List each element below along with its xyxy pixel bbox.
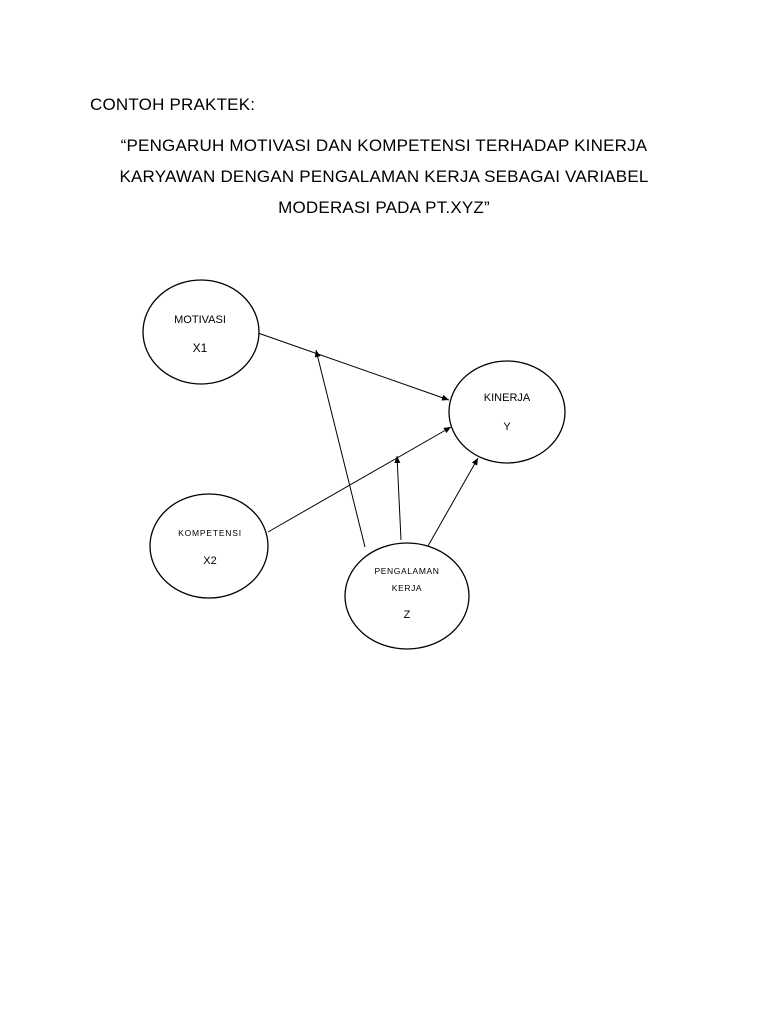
node-motivasi — [143, 280, 259, 384]
title-line-3: MODERASI PADA PT.XYZ” — [278, 198, 490, 217]
title-line-2: KARYAWAN DENGAN PENGALAMAN KERJA SEBAGAI VARIABEL — [119, 167, 649, 186]
node-kinerja-code: Y — [503, 421, 511, 433]
node-pengalaman-code: Z — [403, 609, 411, 621]
heading: CONTOH PRAKTEK: — [90, 95, 256, 114]
node-pengalaman-kerja — [345, 543, 469, 649]
node-motivasi-label: MOTIVASI — [174, 314, 226, 326]
node-motivasi-code: X1 — [192, 341, 208, 355]
node-kompetensi-code: X2 — [203, 555, 217, 567]
node-kompetensi-label: KOMPETENSI — [178, 528, 242, 538]
edge-kompetensi-to-kinerja — [268, 427, 451, 532]
node-kinerja — [449, 361, 565, 463]
edge-pengalaman-to-kompetensi-path — [397, 456, 401, 540]
edge-pengalaman-to-motivasi-path — [316, 350, 365, 547]
edge-pengalaman-to-kinerja — [428, 458, 478, 546]
node-kinerja-label: KINERJA — [483, 392, 531, 404]
node-pengalaman-label-2: KERJA — [391, 583, 423, 593]
title-line-1: “PENGARUH MOTIVASI DAN KOMPETENSI TERHADAP KINERJA — [120, 136, 648, 155]
node-pengalaman-label-1: PENGALAMAN — [374, 566, 440, 576]
node-kompetensi — [150, 494, 268, 598]
edge-motivasi-to-kinerja — [258, 333, 449, 400]
